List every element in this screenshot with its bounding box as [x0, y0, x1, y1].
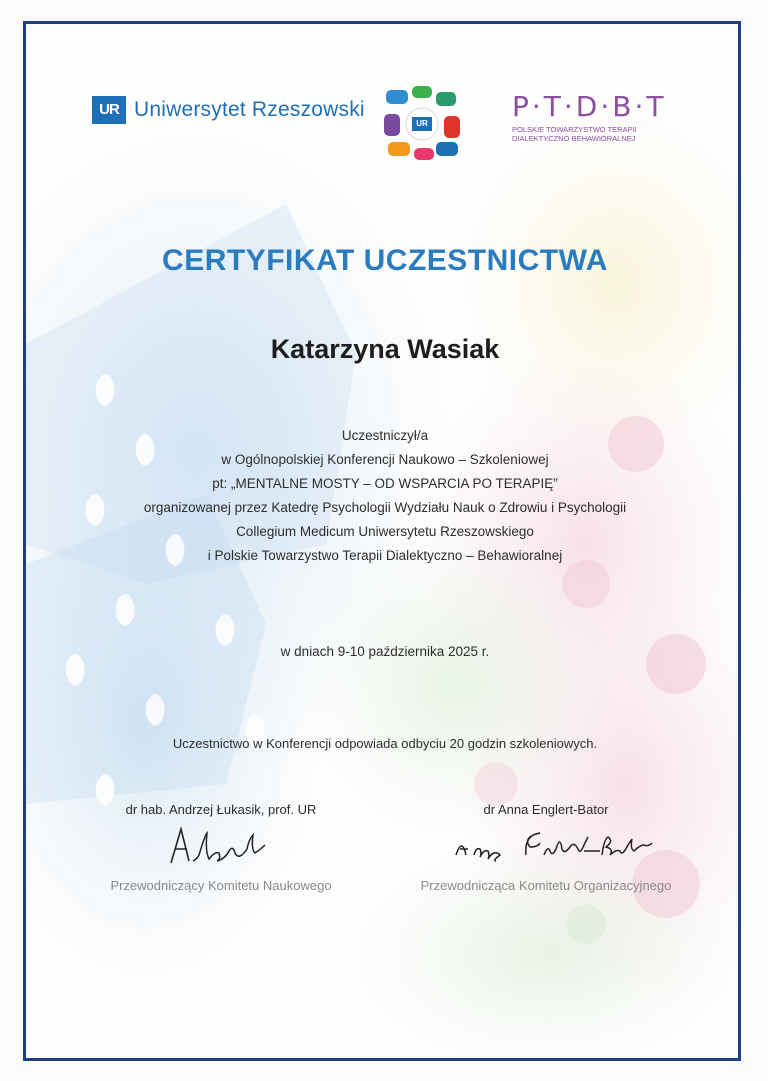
body-line: Uczestniczył/a [341, 428, 429, 443]
signatory-role: Przewodniczący Komitetu Naukowego [110, 878, 332, 893]
conference-logo-mark: UR [416, 119, 428, 128]
body-line: w Ogólnopolskiej Konferencji Naukowo – Szkoleniowej [221, 452, 549, 467]
conference-logo [382, 84, 462, 164]
university-logo-mark: UR [92, 96, 126, 124]
signature-block-organizing [396, 802, 696, 893]
signatory-role: Przewodnicząca Komitetu Organizacyjnego [420, 878, 672, 893]
handwritten-signature [416, 821, 676, 871]
certificate-frame [23, 21, 741, 1061]
certificate-title: CERTYFIKAT UCZESTNICTWA [162, 244, 608, 277]
body-line: organizowanej przez Katedrę Psychologii Wydziału Nauk o Zdrowiu i Psychologii [143, 500, 627, 515]
signature-text: Anne Englert-Bator [416, 821, 425, 822]
signature-block-scientific [71, 802, 371, 893]
training-hours-note: Uczestnictwo w Konferencji odpowiada odbyciu 20 godzin szkoleniowych. [172, 736, 598, 751]
society-logo-title: P·T·D·B·T [512, 90, 667, 123]
signatory-name: dr Anna Englert-Bator [483, 802, 609, 817]
society-logo [512, 92, 672, 143]
university-name: Uniwersytet Rzeszowski [134, 98, 365, 121]
society-logo-subtitle-2: DIALEKTYCZNO BEHAWIORALNEJ [512, 134, 636, 143]
event-dates: w dniach 9-10 października 2025 r. [280, 644, 490, 659]
participant-name: Katarzyna Wasiak [270, 334, 500, 364]
university-logo [92, 96, 365, 124]
society-logo-subtitle-1: POLSKIE TOWARZYSTWO TERAPII [512, 125, 637, 134]
certificate-body [26, 424, 741, 568]
body-line: i Polskie Towarzystwo Terapii Dialektyczno – Behawioralnej [207, 548, 563, 563]
handwritten-signature [141, 821, 301, 871]
body-line: pt: „MENTALNE MOSTY – OD WSPARCIA PO TERAPIĘ” [212, 476, 558, 491]
body-line: Collegium Medicum Uniwersytetu Rzeszowskiego [236, 524, 534, 539]
signatory-name: dr hab. Andrzej Łukasik, prof. UR [125, 802, 317, 817]
signature-text: A. Łukasik [141, 821, 146, 822]
